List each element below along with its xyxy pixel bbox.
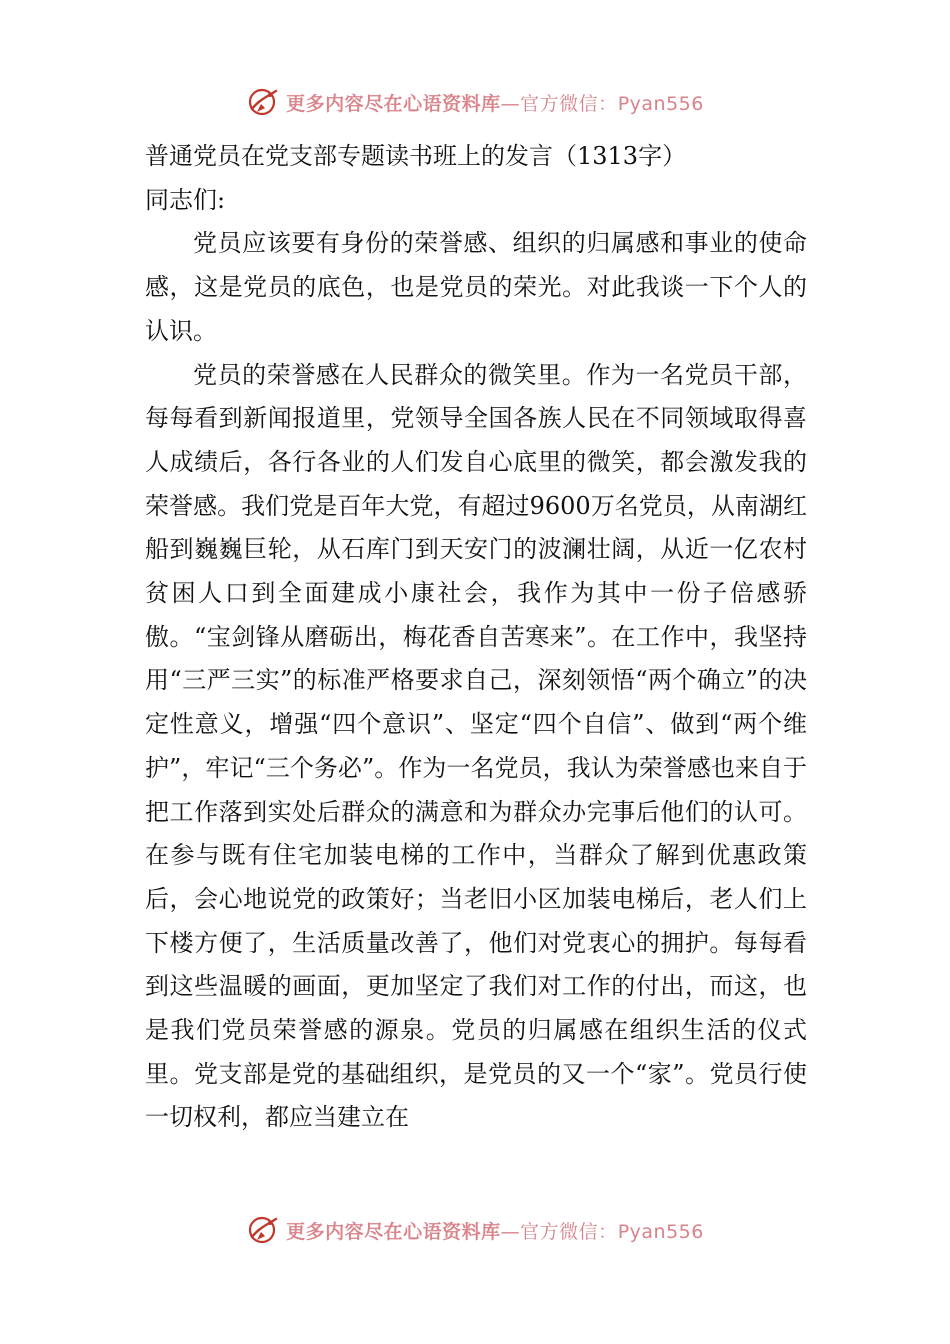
watermark-dash: — [500,92,521,115]
header-watermark-banner [0,82,950,122]
watermark-site: 更多内容尽在心语资料库 [286,92,501,115]
document-title: 普通党员在党支部专题读书班上的发言（1313字） [145,142,687,170]
watermark-account: Pyan556 [617,92,704,115]
watermark-dash: — [500,1220,521,1243]
salutation: 同志们: [145,185,226,214]
document-body [145,135,807,1140]
watermark-label: 官方微信： [520,1220,618,1243]
watermark-text [286,89,704,116]
watermark-text [286,1217,704,1244]
footer-watermark-banner [0,1210,950,1250]
paragraph-1: 党员应该要有身份的荣誉感、组织的归属感和事业的使命感，这是党员的底色，也是党员的荣光。对此我谈一下个人的认识。 [145,229,807,345]
paragraph-2: 党员的荣誉感在人民群众的微笑里。作为一名党员干部，每每看到新闻报道里，党领导全国各族人民在不同领域取得喜人成绩后，各行各业的人们发自心底里的微笑，都会激发我的荣誉感。我们党是百年大党，有超过9600万名党员，从南湖红船到巍巍巨轮，从石库门到天安门的波澜壮阔，从近一亿农村贫困人口到全面建成小康社会，我作为其中一份子倍感骄傲。“宝剑锋从磨砺出，梅花香自苦寒来”。在工作中，我坚持用“三严三实”的标准严格要求自己，深刻领悟“两个确立”的决定性意义，增强“四个意识”、坚定“四个自信”、做到“两个维护”，牢记“三个务必”。作为一名党员，我认为荣誉感也来自于把工作落到实处后群众的满意和为群众办完事后他们的认可。在参与既有住宅加装电梯的工作中，当群众了解到优惠政策后，会心地说党的政策好；当老旧小区加装电梯后，老人们上下楼方便了，生活质量改善了，他们对党衷心的拥护。每每看到这些温暖的画面，更加坚定了我们对工作的付出，而这，也是我们党员荣誉感的源泉。党员的归属感在组织生活的仪式里。党支部是党的基础组织，是党员的又一个“家”。党员行使一切权利，都应当建立在 [145,360,807,1132]
watermark-account: Pyan556 [617,1220,704,1243]
pen-swirl-logo-icon [246,1213,280,1247]
pen-swirl-logo-icon [246,85,280,119]
watermark-label: 官方微信： [520,92,618,115]
watermark-site: 更多内容尽在心语资料库 [286,1220,501,1243]
